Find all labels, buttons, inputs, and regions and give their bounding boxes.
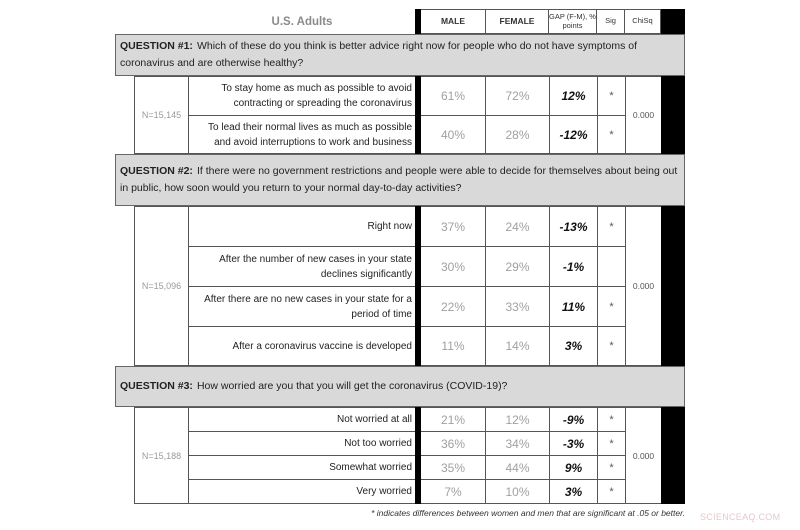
question-2-band [115, 154, 685, 206]
gap-value: -1% [549, 246, 598, 287]
gap-value: -13% [549, 206, 598, 247]
male-value: 11% [420, 326, 486, 366]
male-value: 30% [420, 246, 486, 287]
sig-marker: * [597, 326, 626, 366]
chisq-value: 0.000 [625, 407, 662, 504]
column-header-chisq: ChiSq [625, 9, 661, 34]
gap-value: -12% [549, 115, 598, 154]
male-value: 35% [420, 455, 486, 480]
male-value: 7% [420, 479, 486, 504]
sig-marker: * [597, 115, 626, 154]
male-value: 37% [420, 206, 486, 247]
male-value: 40% [420, 115, 486, 154]
sample-size: N=15,188 [134, 407, 189, 504]
female-value: 28% [485, 115, 550, 154]
gap-value: 11% [549, 286, 598, 327]
male-value: 21% [420, 407, 486, 432]
female-value: 29% [485, 246, 550, 287]
answer-label: Somewhat worried [188, 455, 416, 480]
chisq-value: 0.000 [625, 76, 662, 154]
female-value: 24% [485, 206, 550, 247]
answer-label: Not too worried [188, 431, 416, 456]
right-black-bar [661, 9, 685, 34]
answer-label: Not worried at all [188, 407, 416, 432]
sig-marker: * [597, 455, 626, 480]
answer-label: Right now [188, 206, 416, 247]
male-value: 36% [420, 431, 486, 456]
female-value: 33% [485, 286, 550, 327]
sig-marker: * [597, 76, 626, 116]
female-value: 14% [485, 326, 550, 366]
question-text: QUESTION #3: How worried are you that you will get the coronavirus (COVID-19)? [120, 380, 508, 392]
gap-value: -9% [549, 407, 598, 432]
watermark: SCIENCEAQ.COM [700, 512, 781, 522]
sample-size: N=15,145 [134, 76, 189, 154]
footnote: * indicates differences between women and men that are significant at .05 or better. [371, 508, 685, 518]
sig-marker [597, 246, 626, 287]
answer-label: Very worried [188, 479, 416, 504]
separator-bar [415, 407, 421, 504]
gap-value: 9% [549, 455, 598, 480]
male-value: 22% [420, 286, 486, 327]
separator-bar [415, 206, 421, 366]
gap-value: 3% [549, 326, 598, 366]
answer-label: To stay home as much as possible to avoid contracting or spreading the coronavirus [188, 76, 416, 116]
separator-bar [415, 76, 421, 154]
column-header-sig: Sig [597, 9, 625, 34]
column-header-male: MALE [421, 9, 486, 34]
female-value: 12% [485, 407, 550, 432]
answer-label: After a coronavirus vaccine is developed [188, 326, 416, 366]
question-text: QUESTION #2: If there were no government restrictions and people were able to decide for themselves about being out in public, how soon would you return to your normal day-to-day activities? [120, 165, 678, 194]
column-header-gap: GAP (F-M), % points [549, 9, 597, 34]
answer-label: After the number of new cases in your state declines significantly [188, 246, 416, 287]
female-value: 10% [485, 479, 550, 504]
sig-marker: * [597, 407, 626, 432]
sample-size: N=15,096 [134, 206, 189, 366]
sig-marker: * [597, 479, 626, 504]
chisq-value: 0.000 [625, 206, 662, 366]
female-value: 72% [485, 76, 550, 116]
question-text: QUESTION #1: Which of these do you think is better advice right now for people who do not have symptoms of coronavirus and are otherwise healthy? [120, 40, 638, 69]
gap-value: 3% [549, 479, 598, 504]
right-black-bar [661, 76, 685, 154]
question-1-band [115, 34, 685, 76]
answer-label: To lead their normal lives as much as possible and avoid interruptions to work and business [188, 115, 416, 154]
gap-value: 12% [549, 76, 598, 116]
male-value: 61% [420, 76, 486, 116]
sig-marker: * [597, 206, 626, 247]
sig-marker: * [597, 431, 626, 456]
gap-value: -3% [549, 431, 598, 456]
female-value: 44% [485, 455, 550, 480]
answer-label: After there are no new cases in your state for a period of time [188, 286, 416, 327]
sig-marker: * [597, 286, 626, 327]
column-header-female: FEMALE [486, 9, 549, 34]
right-black-bar [661, 206, 685, 366]
table-title: U.S. Adults [271, 15, 333, 28]
right-black-bar [661, 407, 685, 504]
question-3-band [115, 366, 685, 407]
female-value: 34% [485, 431, 550, 456]
